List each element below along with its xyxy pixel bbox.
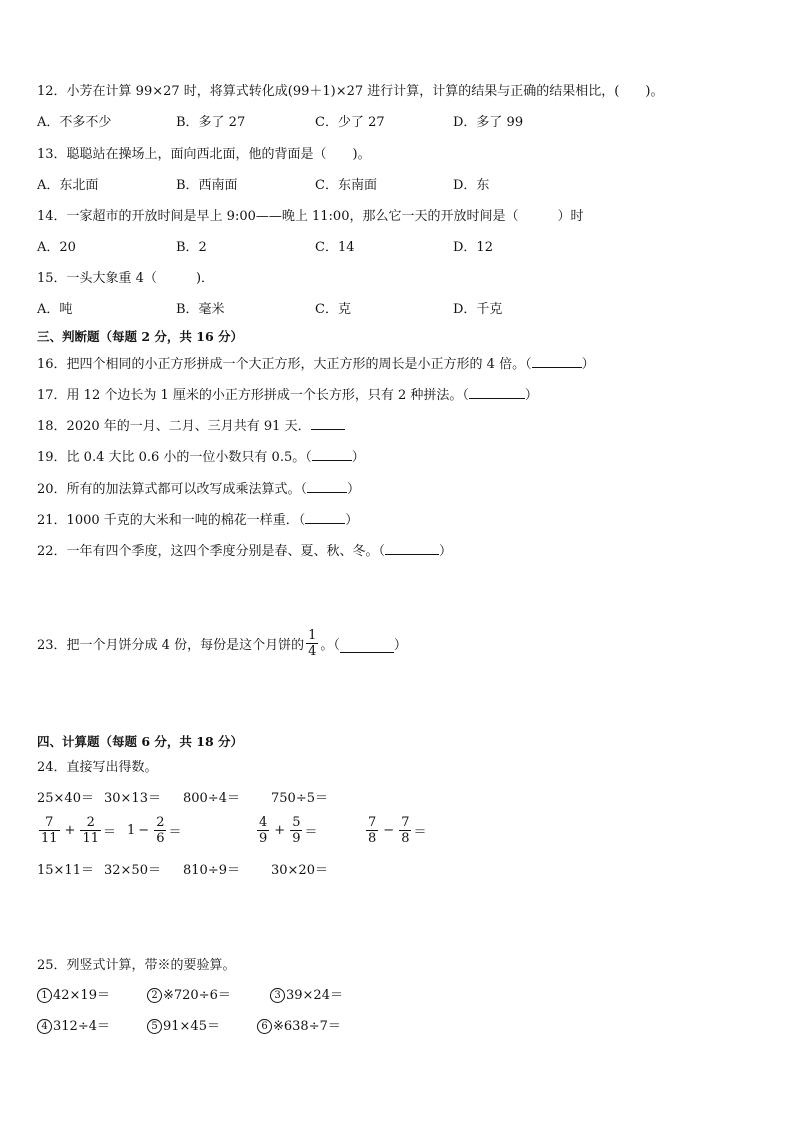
calc-item: 15×11＝ [37, 863, 94, 878]
answer-blank[interactable] [385, 542, 439, 555]
question-16-text: 16．把四个相同的小正方形拼成一个大正方形，大正方形的周长是小正方形的 4 倍。（ [37, 357, 532, 372]
question-19-text: 19．比 0.4 大比 0.6 小的一位小数只有 0.5。（ [37, 450, 312, 465]
numerator: 5 [292, 815, 301, 830]
numerator: 1 [308, 628, 317, 643]
question-23 [37, 628, 407, 659]
question-23-suffix: 。（ [320, 638, 340, 653]
question-15-option-c: C．克 [315, 302, 351, 317]
paren-close: ） [393, 638, 407, 653]
denominator: 8 [401, 831, 410, 846]
operator: + [274, 823, 286, 838]
equals: ＝ [413, 825, 427, 840]
operator: + [64, 823, 76, 838]
numerator: 2 [156, 815, 165, 830]
circled-number: 1 [37, 988, 52, 1003]
question-14-option-c: C．14 [315, 240, 355, 255]
paren-close: ） [347, 482, 361, 497]
question-22-text: 22．一年有四个季度，这四个季度分别是春、夏、秋、冬。（ [37, 544, 386, 559]
paren-close: ） [439, 544, 453, 559]
answer-blank[interactable] [311, 417, 345, 430]
circled-number: 2 [147, 988, 162, 1003]
fraction [399, 815, 411, 846]
numerator: 7 [401, 815, 410, 830]
calc-item: 30×20＝ [271, 863, 328, 878]
answer-blank[interactable] [307, 480, 347, 493]
question-21-text: 21．1000 千克的大米和一吨的棉花一样重．（ [37, 513, 306, 528]
fraction-calc-2 [127, 815, 181, 846]
circled-number: 5 [147, 1019, 162, 1034]
vertical-calc-item [147, 1019, 220, 1035]
numerator: 7 [45, 815, 54, 830]
question-20-text: 20．所有的加法算式都可以改写成乘法算式。（ [37, 482, 308, 497]
question-15-option-b: B．毫米 [176, 302, 225, 317]
fraction [39, 815, 60, 846]
answer-blank[interactable] [340, 640, 394, 653]
denominator: 6 [156, 831, 165, 846]
denominator: 9 [292, 831, 301, 846]
question-15-stem: 15．一头大象重 4（ )． [37, 271, 215, 286]
answer-blank[interactable] [532, 355, 582, 368]
question-13-option-c: C．东南面 [315, 178, 377, 193]
fraction-calc-3 [255, 815, 317, 846]
question-25-stem: 25．列竖式计算，带※的要验算。 [37, 958, 236, 973]
question-14-stem: 14．一家超市的开放时间是早上 9:00——晚上 11:00，那么它一天的开放时间是（ ）时 [37, 209, 584, 224]
question-15-option-d: D．千克 [453, 302, 503, 317]
question-15-option-a: A．吨 [37, 302, 73, 317]
question-17-text: 17．用 12 个边长为 1 厘米的小正方形拼成一个长方形，只有 2 种拼法。（ [37, 388, 469, 403]
question-13-option-a: A．东北面 [37, 178, 99, 193]
paren-close: ） [345, 513, 359, 528]
equals: ＝ [304, 825, 318, 840]
numerator: 4 [259, 815, 268, 830]
question-13-option-d: D．东 [453, 178, 490, 193]
question-14-option-a: A．20 [37, 240, 76, 255]
expression: ※720÷6＝ [163, 988, 231, 1003]
denominator: 11 [82, 831, 99, 846]
denominator: 8 [368, 831, 377, 846]
fraction [257, 815, 269, 846]
fraction [306, 628, 318, 659]
circled-number: 6 [257, 1019, 272, 1034]
expression: ※638÷7＝ [273, 1019, 341, 1034]
question-16 [37, 355, 595, 373]
calc-item: 800÷4＝ [183, 791, 240, 806]
denominator: 9 [259, 831, 268, 846]
expression: 42×19＝ [53, 988, 110, 1003]
expression: 91×45＝ [163, 1019, 220, 1034]
vertical-calc-item [147, 988, 231, 1004]
question-12-option-c: C．少了 27 [315, 115, 385, 130]
question-18-text: 18．2020 年的一月、二月、三月共有 91 天． [37, 419, 311, 434]
fraction [80, 815, 101, 846]
question-23-text: 23．把一个月饼分成 4 份，每份是这个月饼的 [37, 638, 305, 653]
section-4-heading: 四、计算题（每题 6 分，共 18 分） [37, 734, 244, 749]
whole-number: 1 [127, 823, 136, 838]
fraction [290, 815, 302, 846]
calc-item: 32×50＝ [104, 863, 161, 878]
equals: ＝ [103, 825, 117, 840]
expression: 39×24＝ [286, 988, 343, 1003]
question-18 [37, 417, 345, 435]
fraction-calc-4 [364, 815, 426, 846]
question-13-stem: 13．聪聪站在操场上，面向西北面，他的背面是（ )。 [37, 147, 371, 162]
question-22 [37, 542, 452, 560]
numerator: 7 [368, 815, 377, 830]
numerator: 2 [86, 815, 95, 830]
answer-blank[interactable] [305, 511, 345, 524]
vertical-calc-item [270, 988, 343, 1004]
question-12-option-a: A．不多不少 [37, 115, 112, 130]
section-3-heading: 三、判断题（每题 2 分，共 16 分） [37, 329, 244, 344]
answer-blank[interactable] [469, 386, 525, 399]
question-12-stem: 12．小芳在计算 99×27 时，将算式转化成(99＋1)×27 进行计算，计算的结果与正确的结果相比，( )。 [37, 84, 664, 99]
question-13-option-b: B．西南面 [176, 178, 238, 193]
vertical-calc-item [37, 1019, 110, 1035]
denominator: 11 [41, 831, 58, 846]
question-14-option-d: D．12 [453, 240, 493, 255]
vertical-calc-item [257, 1019, 341, 1035]
circled-number: 3 [270, 988, 285, 1003]
vertical-calc-item [37, 988, 110, 1004]
question-17 [37, 386, 538, 404]
circled-number: 4 [37, 1019, 52, 1034]
calc-item: 30×13＝ [104, 791, 161, 806]
calc-item: 810÷9＝ [183, 863, 240, 878]
question-21 [37, 511, 358, 529]
calc-item: 25×40＝ [37, 791, 94, 806]
fraction [154, 815, 166, 846]
operator: − [383, 823, 395, 838]
question-20 [37, 480, 360, 498]
paren-close: ） [524, 388, 538, 403]
question-12-option-d: D．多了 99 [453, 115, 524, 130]
operator: − [138, 823, 150, 838]
question-14-option-b: B．2 [176, 240, 207, 255]
paren-close: ） [581, 357, 595, 372]
question-12-option-b: B．多了 27 [176, 115, 246, 130]
question-19 [37, 448, 365, 466]
expression: 312÷4＝ [53, 1019, 110, 1034]
calc-item: 750÷5＝ [271, 791, 328, 806]
paren-close: ） [351, 450, 365, 465]
fraction [366, 815, 378, 846]
equals: ＝ [168, 825, 182, 840]
fraction-calc-1 [37, 815, 116, 846]
denominator: 4 [308, 644, 317, 659]
answer-blank[interactable] [312, 448, 352, 461]
question-24-stem: 24．直接写出得数。 [37, 760, 158, 775]
